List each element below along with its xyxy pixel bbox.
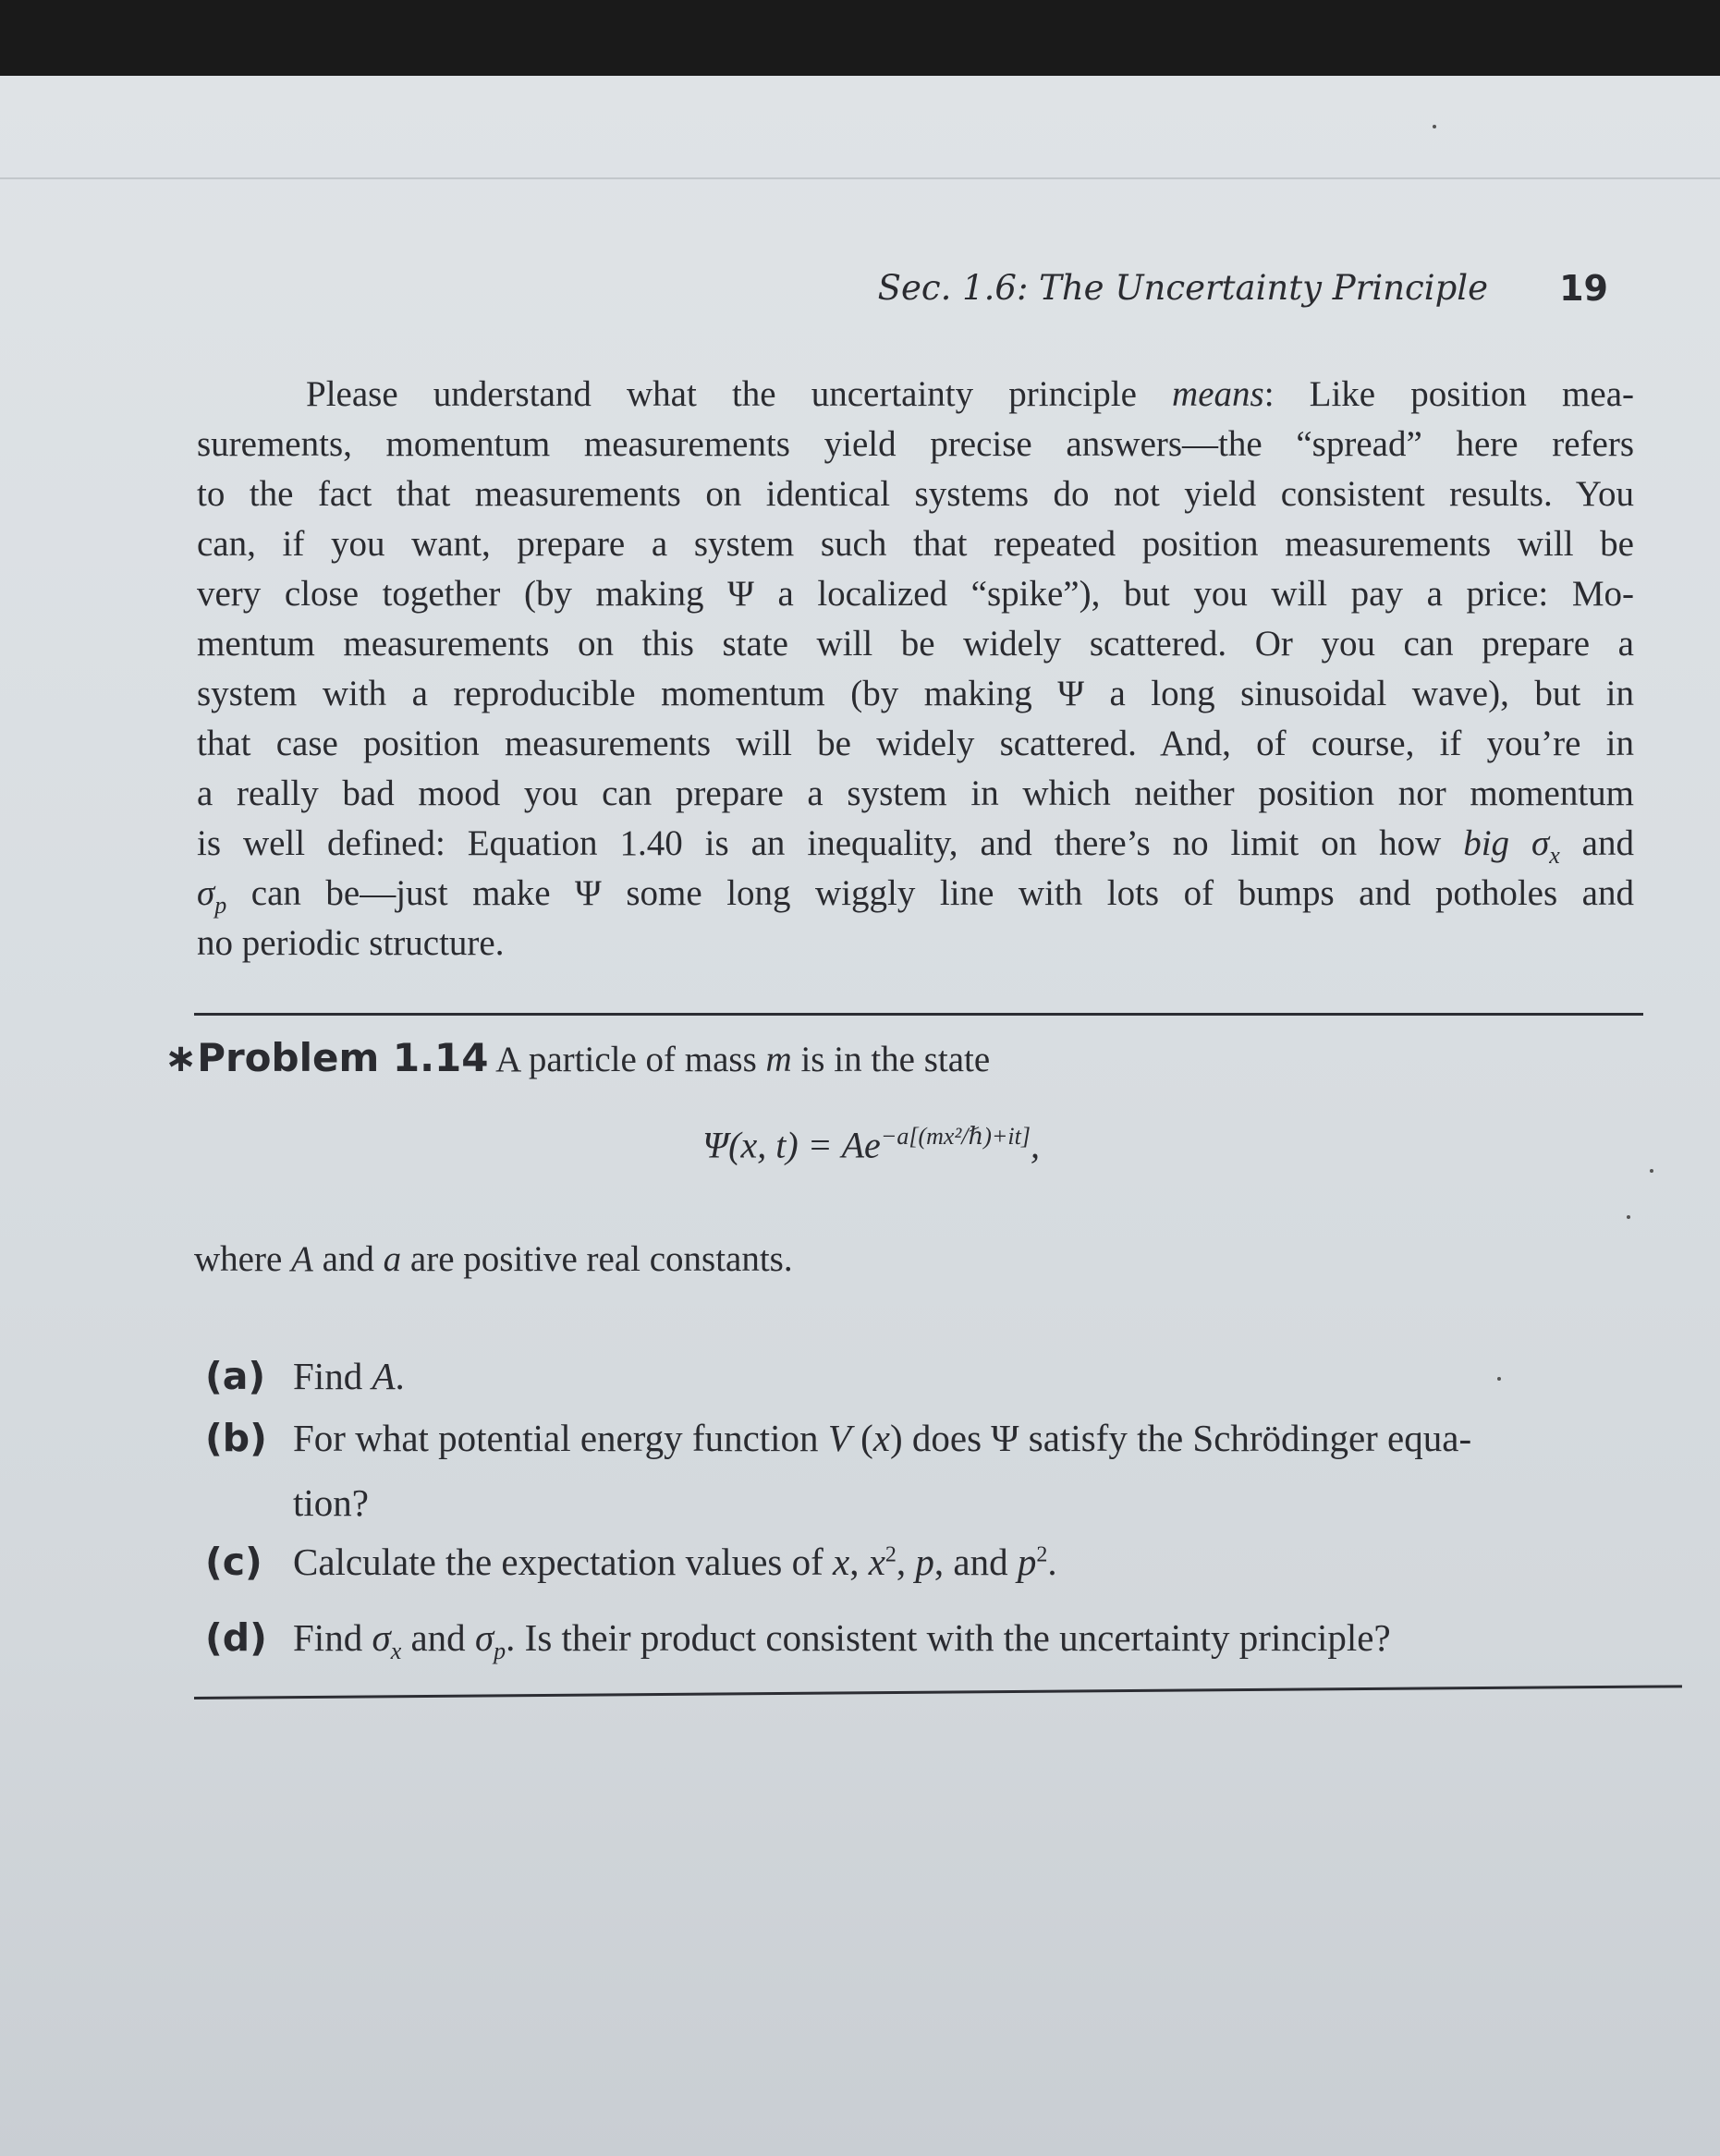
paragraph-line (197, 569, 1634, 619)
paragraph-line (197, 919, 1634, 968)
text-segment: A (291, 1239, 313, 1279)
text-segment: 2 (1036, 1542, 1048, 1567)
text-segment: system with a reproducible momentum (by making Ψ a long sinusoidal wave), but in (197, 674, 1634, 713)
text-segment: σ (197, 873, 215, 913)
text-segment: and (312, 1239, 384, 1279)
text-segment: can be—just make Ψ some long wiggly line with lots of bumps and potholes and (226, 873, 1634, 913)
problem-part (205, 1540, 1057, 1584)
text-segment: For what potential energy function (293, 1417, 828, 1459)
text-segment: to the fact that measurements on identical systems do not yield consistent results. You (197, 474, 1634, 514)
paragraph-line (197, 669, 1634, 719)
text-segment: x (390, 1638, 402, 1665)
text-segment: no periodic structure. (197, 923, 505, 963)
equation-exponent: −a[(mx²/ℏ)+it] (880, 1123, 1031, 1150)
text-segment: a really bad mood you can prepare a system in which neither position nor momentum (197, 773, 1634, 813)
paragraph-line (197, 469, 1634, 519)
constants-note (194, 1238, 793, 1280)
text-segment: ( (850, 1417, 873, 1459)
text-segment: x (833, 1541, 850, 1583)
problem-statement (165, 1035, 990, 1080)
text-segment: σ (474, 1616, 494, 1659)
text-segment: , (896, 1541, 916, 1583)
text-segment: . Is their product consistent with the uncertainty principle? (506, 1616, 1391, 1659)
text-segment: and (1559, 823, 1634, 863)
problem-intro-end: is in the state (791, 1040, 991, 1079)
mass-symbol: m (765, 1040, 792, 1079)
part-label: (b) (205, 1416, 267, 1460)
text-segment: p (1017, 1541, 1037, 1583)
text-segment: where (194, 1239, 292, 1279)
text-segment: x (1549, 841, 1560, 869)
text-segment: a (383, 1239, 402, 1279)
body-paragraph (197, 370, 1634, 968)
equation-comma: , (1030, 1124, 1040, 1166)
paragraph-line (197, 869, 1634, 919)
text-segment: Find (293, 1355, 372, 1397)
text-segment: ) does Ψ satisfy the Schrödinger equa- (889, 1417, 1472, 1459)
page-fold-line (0, 177, 1720, 179)
text-segment: means (1172, 374, 1264, 414)
text-segment: σ (372, 1616, 391, 1659)
text-segment: surements, momentum measurements yield precise answers—the “spread” here refers (197, 424, 1634, 464)
problem-part (205, 1354, 405, 1398)
text-segment: and (401, 1616, 475, 1659)
divider-rule (194, 1013, 1643, 1016)
text-segment: 2 (884, 1542, 897, 1567)
text-segment: can, if you want, prepare a system such that repeated position measurements will be (197, 524, 1634, 564)
text-segment: are positive real constants. (401, 1239, 793, 1279)
text-segment: that case position measurements will be widely scattered. And, of course, if you’re in (197, 724, 1634, 763)
paragraph-line (197, 519, 1634, 569)
text-segment: Please understand what the uncertainty principle (306, 374, 1173, 414)
text-segment: : Like position mea- (1263, 374, 1635, 414)
paragraph-line (197, 370, 1634, 420)
paragraph-line (197, 420, 1634, 469)
text-segment: , and (933, 1541, 1018, 1583)
text-segment: big σ (1463, 823, 1550, 863)
text-segment: A (372, 1355, 396, 1397)
paragraph-line (197, 619, 1634, 669)
running-header (869, 268, 1627, 323)
text-segment: is well defined: Equation 1.40 is an inequality, and there’s no limit on how (197, 823, 1464, 863)
text-segment: tion? (293, 1481, 369, 1524)
page-number: 19 (1559, 268, 1608, 309)
text-segment: p (494, 1638, 506, 1665)
problem-heading: ∗Problem 1.14 (165, 1035, 489, 1080)
text-segment: , (849, 1541, 869, 1583)
text-segment: Calculate the expectation values of (293, 1541, 834, 1583)
part-label: (a) (205, 1354, 266, 1398)
text-segment: . (395, 1355, 405, 1397)
text-segment: x (868, 1541, 885, 1583)
problem-part (205, 1416, 1471, 1460)
text-segment: p (915, 1541, 934, 1583)
text-segment: . (1047, 1541, 1057, 1583)
part-label: (d) (205, 1615, 267, 1660)
text-segment: x (872, 1417, 890, 1459)
part-label: (c) (205, 1540, 262, 1584)
paragraph-line (197, 719, 1634, 769)
text-segment: very close together (by making Ψ a localized “spike”), but you will pay a price: Mo- (197, 574, 1634, 614)
paragraph-line (197, 769, 1634, 819)
problem-intro: A particle of mass (495, 1040, 766, 1079)
problem-part (205, 1615, 1391, 1665)
wavefunction-equation (702, 1123, 1040, 1166)
problem-part (205, 1480, 369, 1525)
section-title: Sec. 1.6: The Uncertainty Principle (877, 268, 1488, 308)
text-segment: mentum measurements on this state will be widely scattered. Or you can prepare a (197, 624, 1634, 664)
text-segment: p (214, 891, 227, 919)
text-segment: Find (293, 1616, 372, 1659)
equation-lhs: Ψ(x, t) = Ae (702, 1124, 881, 1166)
text-segment: V (827, 1417, 851, 1459)
paragraph-line (197, 819, 1634, 869)
